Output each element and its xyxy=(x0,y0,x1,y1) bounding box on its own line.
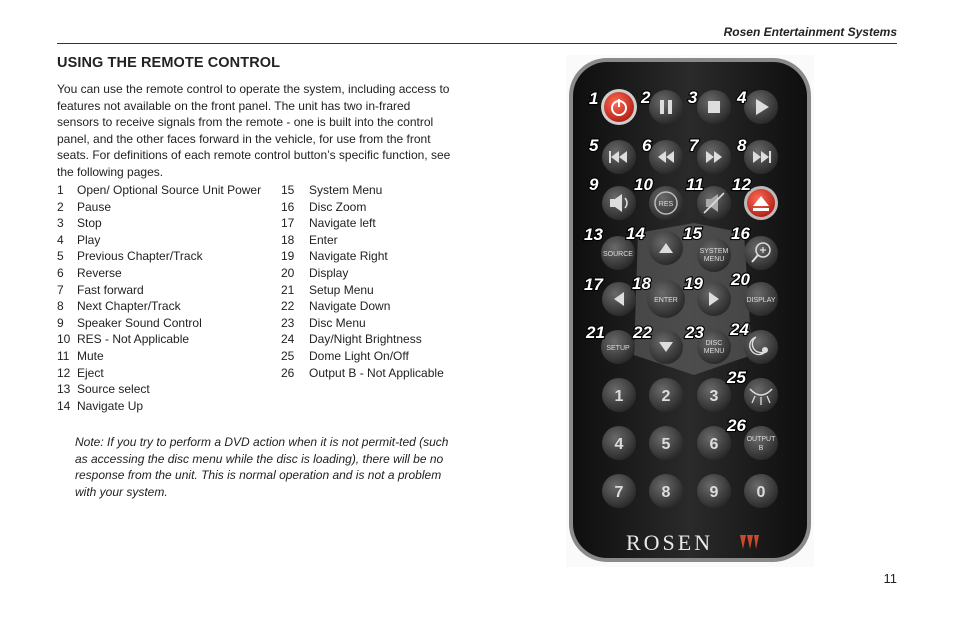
system-menu-label-2: MENU xyxy=(703,256,725,263)
disc-menu-label-1: DISC xyxy=(705,340,723,347)
list-item: 20 Display xyxy=(281,265,349,280)
button-list-col1 xyxy=(57,182,261,414)
enter-button-label: ENTER xyxy=(654,297,678,304)
list-item: 25 Dome Light On/Off xyxy=(281,348,409,363)
callout-6: 6 xyxy=(642,136,652,155)
list-item: 26 Output B - Not Applicable xyxy=(281,365,444,380)
list-item: 3 Stop xyxy=(57,216,102,231)
keypad-button-5[interactable] xyxy=(649,426,683,460)
enter-button[interactable] xyxy=(647,280,685,318)
svg-text:5: 5 xyxy=(661,436,671,453)
callout-26: 26 xyxy=(727,416,746,435)
output-b-label-2: B xyxy=(758,445,764,452)
pause-button[interactable] xyxy=(649,90,683,124)
callout-19: 19 xyxy=(684,274,703,293)
remote-svg xyxy=(566,55,814,567)
keypad-button-2[interactable] xyxy=(649,378,683,412)
list-item: 16 Disc Zoom xyxy=(281,199,367,214)
callout-15: 15 xyxy=(683,224,702,243)
page-header xyxy=(57,25,897,44)
list-item: 15 System Menu xyxy=(281,183,383,197)
list-item: 12 Eject xyxy=(57,365,104,380)
callout-18: 18 xyxy=(632,274,651,293)
play-button[interactable] xyxy=(744,90,778,124)
callout-4: 4 xyxy=(737,88,747,107)
navigate-up-button[interactable] xyxy=(649,231,683,265)
previous-chapter-button[interactable] xyxy=(602,140,636,174)
navigate-down-button[interactable] xyxy=(649,330,683,364)
remote-control-illustration xyxy=(566,55,814,567)
svg-text:8: 8 xyxy=(661,484,671,501)
day-night-button[interactable] xyxy=(744,330,778,364)
intro-paragraph: You can use the remote control to operate the system, including access to features not available on the front panel. The unit has two in-frared sensors to receive signals from the remote - one is built into the control panel, and the other faces forward in the vehicle, for use from the front seats. For definitions of each remote control button’s specific function, see the following pages. xyxy=(57,82,451,179)
callout-2: 2 xyxy=(641,88,651,107)
list-item: 2 Pause xyxy=(57,199,112,214)
pause-icon xyxy=(660,100,664,114)
callout-9: 9 xyxy=(589,175,599,194)
list-item: 22 Navigate Down xyxy=(281,299,391,314)
keypad-button-6[interactable] xyxy=(697,426,731,460)
list-item: 9 Speaker Sound Control xyxy=(57,315,202,330)
keypad-button-7[interactable] xyxy=(602,474,636,508)
svg-text:6: 6 xyxy=(709,436,719,453)
button-list-col2 xyxy=(281,182,444,381)
keypad-button-0[interactable] xyxy=(744,474,778,508)
keypad-button-8[interactable] xyxy=(649,474,683,508)
company-name: Rosen Entertainment Systems xyxy=(723,25,897,39)
callout-10: 10 xyxy=(634,175,653,194)
output-b-label-1: OUTPUT xyxy=(746,436,776,443)
svg-text:7: 7 xyxy=(614,484,624,501)
keypad-button-4[interactable] xyxy=(602,426,636,460)
callout-13: 13 xyxy=(584,225,603,244)
setup-button-label: SETUP xyxy=(606,345,630,352)
list-item: 6 Reverse xyxy=(57,265,122,280)
svg-text:9: 9 xyxy=(709,484,719,501)
system-menu-button[interactable] xyxy=(697,238,731,272)
svg-text:3: 3 xyxy=(709,388,719,405)
list-item: 8 Next Chapter/Track xyxy=(57,299,181,314)
callout-16: 16 xyxy=(731,224,750,243)
keypad-button-3[interactable] xyxy=(697,378,731,412)
callout-21: 21 xyxy=(586,323,605,342)
list-item: 13 Source select xyxy=(57,382,150,397)
callout-1: 1 xyxy=(589,89,599,108)
callout-3: 3 xyxy=(688,88,698,107)
speaker-button[interactable] xyxy=(602,186,636,220)
callout-20: 20 xyxy=(731,270,750,289)
page-number: 11 xyxy=(883,571,897,586)
callout-24: 24 xyxy=(730,320,749,339)
rosen-logo-text: ROSEN xyxy=(626,530,714,555)
res-button[interactable] xyxy=(649,186,683,220)
list-item: 5 Previous Chapter/Track xyxy=(57,249,203,264)
keypad-button-1[interactable] xyxy=(602,378,636,412)
callout-8: 8 xyxy=(737,136,747,155)
display-button-label: DISPLAY xyxy=(746,297,776,304)
callout-12: 12 xyxy=(732,175,751,194)
list-item: 10 RES - Not Applicable xyxy=(57,332,190,347)
system-menu-label-1: SYSTEM xyxy=(699,248,729,255)
list-item: 7 Fast forward xyxy=(57,282,144,297)
list-item: 24 Day/Night Brightness xyxy=(281,332,422,347)
disc-menu-label-2: MENU xyxy=(703,348,725,355)
list-item: 23 Disc Menu xyxy=(281,315,366,330)
callout-17: 17 xyxy=(584,275,603,294)
stop-button[interactable] xyxy=(697,90,731,124)
callout-5: 5 xyxy=(589,136,599,155)
dome-light-button[interactable] xyxy=(744,378,778,412)
callout-14: 14 xyxy=(626,224,645,243)
list-item: 18 Enter xyxy=(281,232,338,247)
list-item: 21 Setup Menu xyxy=(281,282,374,297)
output-b-button[interactable] xyxy=(744,426,778,460)
svg-text:4: 4 xyxy=(614,436,624,453)
callout-25: 25 xyxy=(727,368,746,387)
list-item: 14 Navigate Up xyxy=(57,398,144,413)
list-item: 17 Navigate left xyxy=(281,216,376,231)
callout-23: 23 xyxy=(685,323,704,342)
section-title: USING THE REMOTE CONTROL xyxy=(57,55,281,71)
navigate-left-button[interactable] xyxy=(602,282,636,316)
stop-icon xyxy=(708,101,720,113)
callout-11: 11 xyxy=(686,175,704,194)
list-item: 11 Mute xyxy=(57,348,104,363)
fast-forward-button[interactable] xyxy=(697,140,731,174)
res-button-label: RES xyxy=(658,201,674,208)
list-item: 19 Navigate Right xyxy=(281,249,388,264)
reverse-button[interactable] xyxy=(649,140,683,174)
svg-text:2: 2 xyxy=(661,388,671,405)
keypad-button-9[interactable] xyxy=(697,474,731,508)
source-button-label: SOURCE xyxy=(603,251,633,258)
svg-text:0: 0 xyxy=(756,484,766,501)
setup-button[interactable] xyxy=(601,330,635,364)
callout-7: 7 xyxy=(689,136,699,155)
note-paragraph: Note: If you try to perform a DVD action when it is not permit-ted (such as accessing the disc menu while the disc is loading), there will be no response from the unit. This is normal operation and is not a problem with your system. xyxy=(75,435,449,499)
next-chapter-button[interactable] xyxy=(744,140,778,174)
list-item: 4 Play xyxy=(57,232,101,247)
svg-text:1: 1 xyxy=(614,388,624,405)
power-button[interactable] xyxy=(601,89,637,125)
callout-22: 22 xyxy=(633,323,652,342)
list-item: 1 Open/ Optional Source Unit Power xyxy=(57,183,262,197)
